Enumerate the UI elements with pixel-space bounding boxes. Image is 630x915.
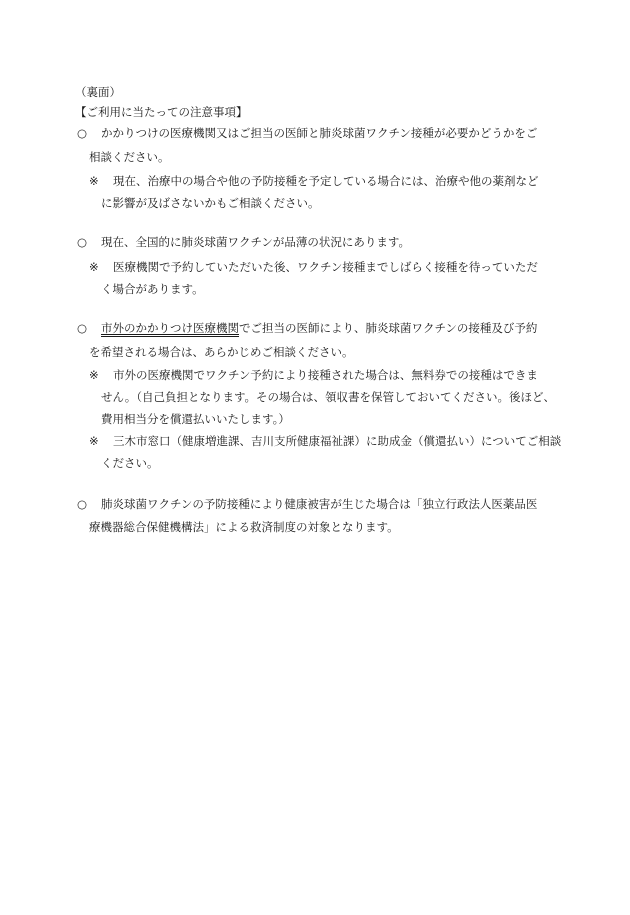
section3-line1-rest: でご担当の医師により、肺炎球菌ワクチンの接種及び予約 bbox=[239, 321, 538, 335]
section1-line1: かかりつけの医療機関又はご担当の医師と肺炎球菌ワクチン接種が必要かどうかをご bbox=[101, 126, 538, 140]
bullet-circle: ○ bbox=[77, 321, 88, 335]
note-mark: ※ bbox=[89, 174, 99, 188]
section3-note2-line2: ください。 bbox=[101, 456, 159, 470]
bullet-circle: ○ bbox=[77, 126, 88, 140]
section3-note1-line1: 市外の医療機関でワクチン予約により接種された場合は、無料券での接種はできま bbox=[113, 368, 538, 382]
bullet-circle: ○ bbox=[77, 497, 88, 511]
section1-note-line2: に影響が及ばさないかもご相談ください。 bbox=[101, 196, 320, 210]
note-mark: ※ bbox=[89, 434, 99, 448]
section4-line1: 肺炎球菌ワクチンの予防接種により健康被害が生じた場合は「独立行政法人医薬品医 bbox=[101, 497, 538, 511]
section3-note1-line3: 費用相当分を償還払いいたします。） bbox=[101, 412, 290, 426]
section1-note-line1: 現在、治療中の場合や他の予防接種を予定している場合には、治療や他の薬剤など bbox=[113, 174, 539, 188]
note-mark: ※ bbox=[89, 260, 99, 274]
underlined-phrase: 市外のかかりつけ医療機関 bbox=[101, 321, 239, 335]
section2-note-line1: 医療機関で予約していただいた後、ワクチン接種までしばらく接種を待っていただ bbox=[113, 260, 538, 274]
section3-line1 bbox=[101, 323, 537, 335]
bullet-circle: ○ bbox=[77, 235, 88, 249]
note-mark: ※ bbox=[89, 368, 99, 382]
section3-line2: を希望される場合は、あらかじめご相談ください。 bbox=[89, 345, 354, 359]
section3-note1-line2: せん。（自己負担となります。その場合は、領収書を保管しておいてください。後ほど、 bbox=[101, 390, 556, 404]
section2-note-line2: く場合があります。 bbox=[101, 282, 204, 296]
side-label: （裏面） bbox=[75, 85, 121, 99]
section4-line2: 療機器総合保健機構法」による救済制度の対象となります。 bbox=[89, 520, 399, 534]
section1-line2: 相談ください。 bbox=[89, 150, 170, 164]
page-heading: 【ご利用に当たっての注意事項】 bbox=[75, 105, 248, 119]
section2-line1: 現在、全国的に肺炎球菌ワクチンが品薄の状況にあります。 bbox=[101, 235, 411, 249]
section3-note2-line1: 三木市窓口（健康増進課、吉川支所健康福祉課）に助成金（償還払い）についてご相談 bbox=[113, 434, 562, 448]
